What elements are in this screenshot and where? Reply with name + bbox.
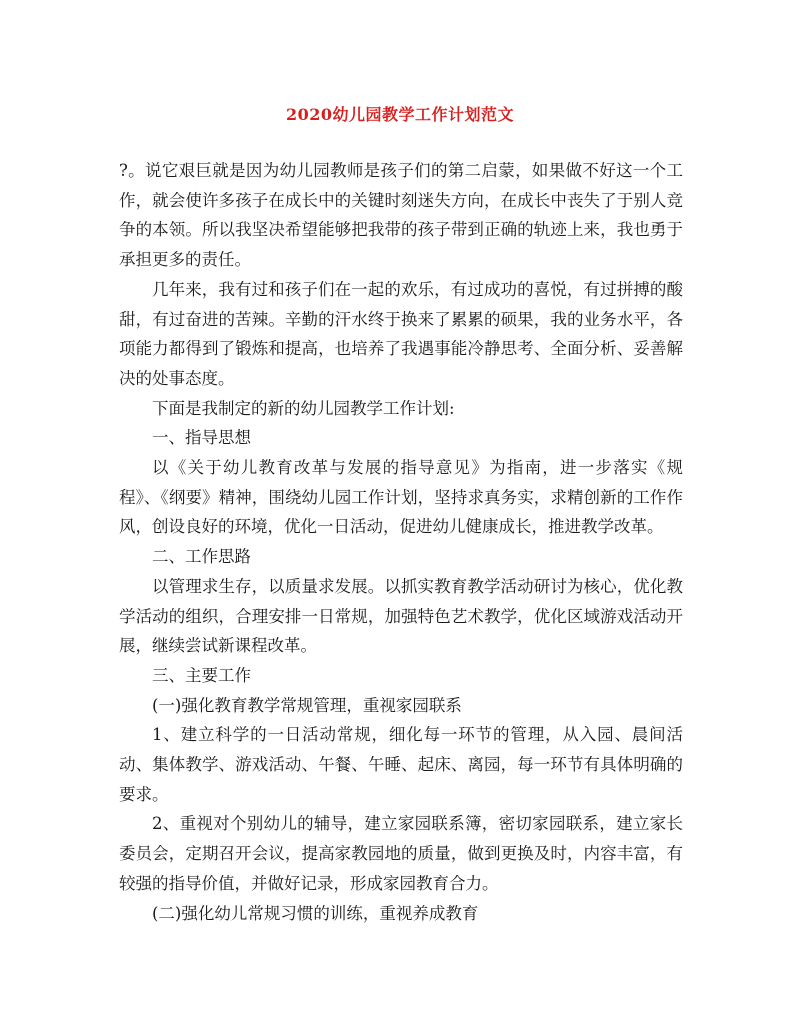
- list-item-home-school: 2、重视对个别幼儿的辅导，建立家园联系簿，密切家园联系，建立家长委员会，定期召开会议，提高家教园地的质量，做到更换及时，内容丰富，有较强的指导价值，并做好记录，形成家园教育合力。: [119, 814, 683, 893]
- subheading-routine-management: (一)强化教育教学常规管理，重视家园联系: [152, 695, 462, 715]
- paragraph-experience: 几年来，我有过和孩子们在一起的欢乐，有过成功的喜悦，有过拼搏的酸甜，有过奋进的苦辣。辛勤的汗水终于换来了累累的硕果，我的业务水平，各项能力都得到了锻炼和提高，也培养了我遇事能冷静思考、全面分析、妥善解决的处事态度。: [119, 279, 683, 388]
- heading-guiding-ideology: 一、指导思想: [152, 428, 251, 448]
- paragraph-guiding-ideology: 以《关于幼儿教育改革与发展的指导意见》为指南，进一步落实《规程》、《纲要》精神，围绕幼儿园工作计划，坚持求真务实，求精创新的工作作风，创设良好的环境，优化一日活动，促进幼儿健康成长，推进教学改革。: [119, 458, 683, 537]
- list-item-daily-routine: 1、建立科学的一日活动常规，细化每一环节的管理，从入园、晨间活动、集体教学、游戏活动、午餐、午睡、起床、离园，每一环节有具体明确的要求。: [119, 725, 683, 804]
- document-body: [119, 156, 683, 928]
- paragraph-intro: ?。说它艰巨就是因为幼儿园教师是孩子们的第二启蒙，如果做不好这一个工作，就会使许多孩子在成长中的关键时刻迷失方向，在成长中丧失了于别人竞争的本领。所以我坚决希望能够把我带的孩子带到正确的轨迹上来，我也勇于承担更多的责任。: [119, 161, 683, 270]
- paragraph-work-approach: 以管理求生存，以质量求发展。以抓实教育教学活动研讨为核心，优化教学活动的组织，合理安排一日常规，加强特色艺术教学，优化区域游戏活动开展，继续尝试新课程改革。: [119, 576, 683, 656]
- heading-main-work: 三、主要工作: [152, 665, 251, 685]
- document-title: 2020幼儿园教学工作计划范文: [285, 105, 515, 124]
- subheading-habit-training: (二)强化幼儿常规习惯的训练，重视养成教育: [152, 903, 479, 923]
- paragraph-plan-intro: 下面是我制定的新的幼儿园教学工作计划:: [152, 398, 455, 418]
- heading-work-approach: 二、工作思路: [152, 547, 251, 567]
